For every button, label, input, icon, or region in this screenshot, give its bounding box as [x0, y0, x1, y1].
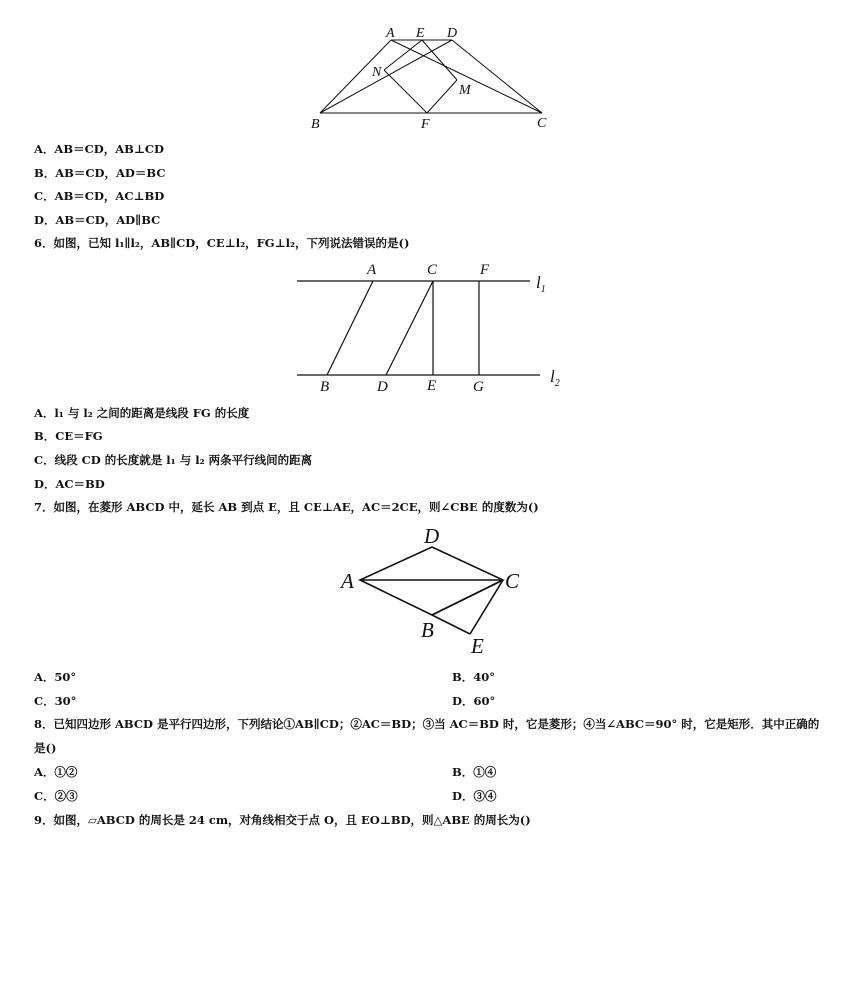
- q7-option-d: D．60°: [452, 694, 496, 708]
- label-c: C: [505, 569, 520, 593]
- label-d: D: [424, 524, 440, 548]
- label-b: B: [421, 618, 434, 642]
- label-l2: $l_2$: [550, 367, 560, 389]
- label-b: B: [320, 379, 330, 395]
- q7-option-b: B．40°: [452, 670, 495, 684]
- label-e: E: [427, 378, 437, 394]
- label-d: D: [447, 26, 458, 41]
- label-e: E: [471, 634, 484, 658]
- q8-option-a: A．①②: [34, 765, 78, 779]
- label-b: B: [311, 117, 320, 132]
- q7-option-c: C．30°: [34, 694, 77, 708]
- label-g: G: [473, 379, 484, 395]
- q5-option-d: D．AB＝CD，AD∥BC: [34, 213, 161, 227]
- q8-option-c: C．②③: [34, 789, 78, 803]
- label-n: N: [372, 65, 382, 80]
- q5-option-c: C．AB＝CD，AC⊥BD: [34, 189, 165, 203]
- segment-fn: [384, 70, 427, 113]
- label-a: A: [341, 569, 354, 593]
- q6-stem: 6．如图，已知 l₁∥l₂，AB∥CD，CE⊥l₂，FG⊥l₂，下列说法错误的是(): [34, 236, 410, 250]
- label-f: F: [421, 117, 430, 132]
- q6-option-a: A．l₁ 与 l₂ 之间的距离是线段 FG 的长度: [34, 406, 250, 420]
- label-l1: $l_1$: [536, 273, 546, 295]
- q8-stem-line1: 8．已知四边形 ABCD 是平行四边形，下列结论①AB∥CD；②AC＝BD；③当 AC＝BD 时，它是菱形；④当∠ABC＝90° 时，它是矩形．其中正确的: [34, 717, 820, 731]
- figure-q7: [335, 520, 535, 660]
- label-c: C: [537, 116, 547, 131]
- figure-q6: [290, 258, 580, 398]
- segment-em: [422, 40, 457, 80]
- segment-cd: [386, 281, 433, 375]
- label-d: D: [377, 379, 388, 395]
- label-f: F: [480, 262, 490, 278]
- q9-stem: 9．如图，▱ABCD 的周长是 24 cm，对角线相交于点 O，且 EO⊥BD，则△ABE 的周长为(): [34, 813, 531, 827]
- segment-en: [384, 40, 422, 70]
- q6-option-b: B．CE＝FG: [34, 429, 103, 443]
- label-m: M: [459, 83, 471, 98]
- q8-stem-line2: 是(): [34, 741, 57, 755]
- q8-option-d: D．③④: [452, 789, 497, 803]
- rhombus-abcd: [360, 547, 503, 615]
- segment-be: [432, 615, 470, 634]
- label-a: A: [367, 262, 377, 278]
- label-c: C: [427, 262, 438, 278]
- label-a: A: [386, 26, 395, 41]
- figure-q5: [300, 22, 560, 134]
- segment-ab: [327, 281, 373, 375]
- q6-option-c: C．线段 CD 的长度就是 l₁ 与 l₂ 两条平行线间的距离: [34, 453, 313, 467]
- segment-fm: [427, 80, 457, 113]
- q7-option-a: A．50°: [34, 670, 77, 684]
- q5-option-b: B．AB＝CD，AD＝BC: [34, 166, 166, 180]
- q8-option-b: B．①④: [452, 765, 497, 779]
- q6-option-d: D．AC＝BD: [34, 477, 105, 491]
- label-e: E: [416, 26, 425, 41]
- q5-option-a: A．AB＝CD，AB⊥CD: [34, 142, 164, 156]
- q7-stem: 7．如图，在菱形 ABCD 中，延长 AB 到点 E，且 CE⊥AE，AC＝2CE，则∠CBE 的度数为(): [34, 500, 539, 514]
- segment-ac: [391, 40, 542, 113]
